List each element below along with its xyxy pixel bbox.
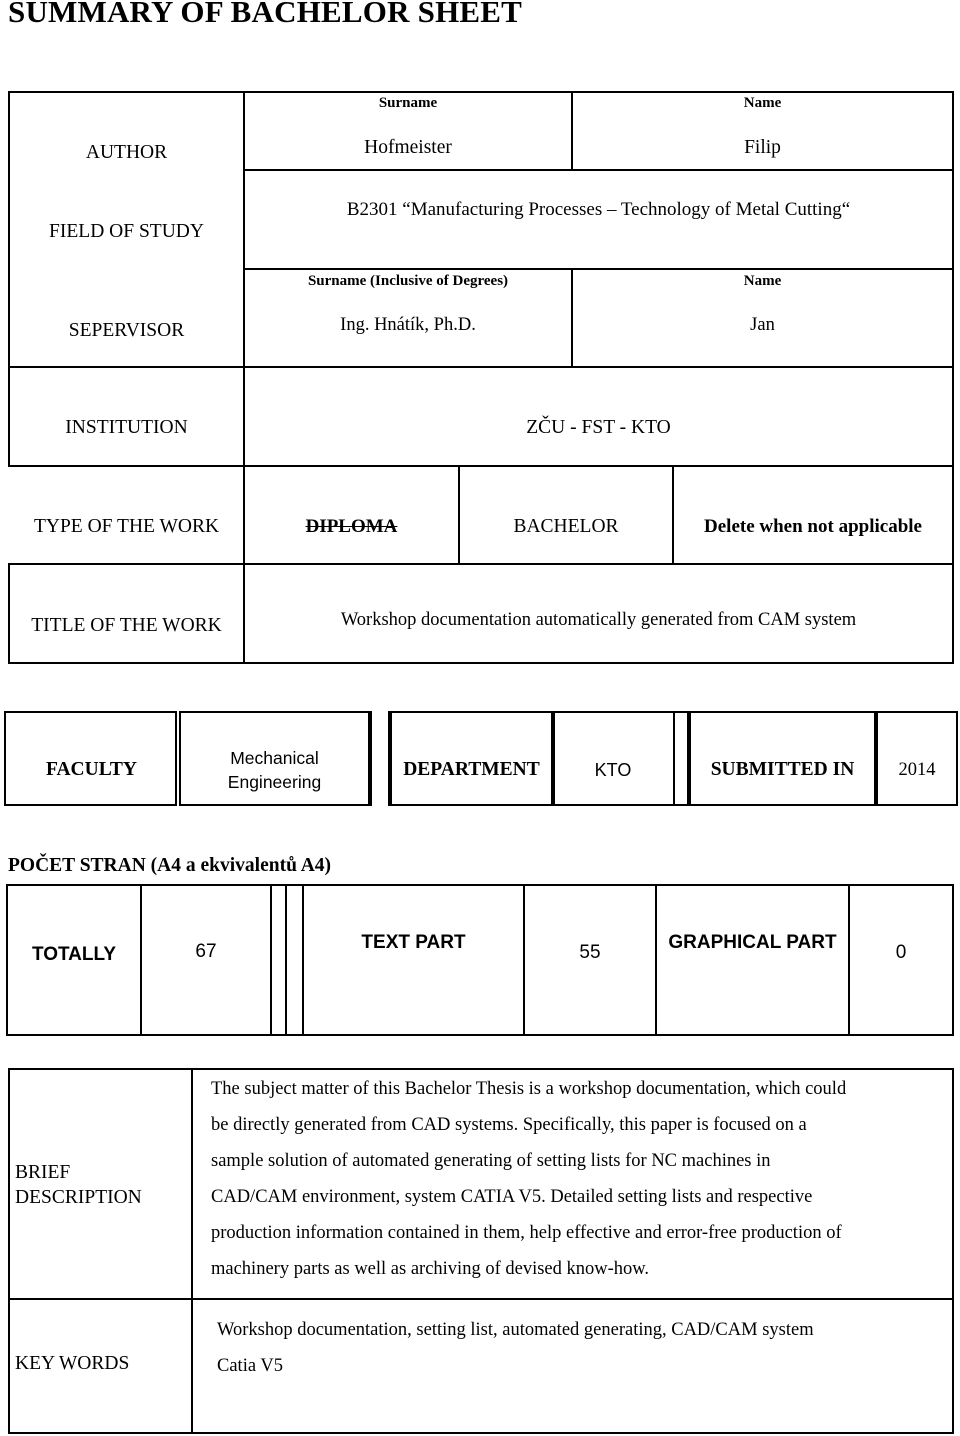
- key-words-label: KEY WORDS: [15, 1353, 130, 1374]
- totally-value: 67: [195, 941, 217, 962]
- author-name: Filip: [744, 137, 781, 158]
- description-line: production information contained in them, help effective and error-free production of: [211, 1223, 842, 1243]
- faculty-value-line2: Engineering: [227, 772, 322, 792]
- description-line: be directly generated from CAD systems. Specifically, this paper is focused on a: [211, 1115, 807, 1135]
- key-words-text: [217, 1312, 947, 1384]
- description-line: sample solution of automated generating of setting lists for NC machines in: [211, 1151, 771, 1171]
- author-surname: Hofmeister: [364, 137, 452, 158]
- faculty-value: [181, 745, 368, 795]
- text-part-label: TEXT PART: [361, 932, 466, 953]
- faculty-label: FACULTY: [45, 759, 138, 780]
- key-words-line2: Catia V5: [217, 1356, 283, 1376]
- text-part-value: 55: [579, 942, 601, 963]
- type-option-diploma: DIPLOMA: [305, 516, 398, 537]
- title-of-work-label: TITLE OF THE WORK: [31, 615, 222, 636]
- brief-label-line2: DESCRIPTION: [15, 1187, 142, 1208]
- author-surname-header: Surname: [378, 94, 438, 111]
- totally-label: TOTALLY: [31, 944, 117, 965]
- department-value: KTO: [594, 759, 632, 780]
- graphical-part-label: GRAPHICAL PART: [668, 932, 837, 953]
- department-label: DEPARTMENT: [403, 759, 540, 780]
- page-title: SUMMARY OF BACHELOR SHEET: [8, 0, 523, 29]
- supervisor-surname: Ing. Hnátík, Ph.D.: [340, 314, 476, 335]
- key-words-line1: Workshop documentation, setting list, automated generating, CAD/CAM system: [217, 1320, 814, 1340]
- institution-label: INSTITUTION: [65, 417, 188, 438]
- type-option-bachelor: BACHELOR: [513, 516, 619, 537]
- brief-description-label: [15, 1160, 142, 1210]
- description-line: The subject matter of this Bachelor Thesis is a workshop documentation, which could: [211, 1079, 847, 1099]
- field-of-study-value: B2301 “Manufacturing Processes – Technology of Metal Cutting“: [346, 199, 851, 220]
- supervisor-label: SEPERVISOR: [68, 320, 185, 341]
- submitted-value: 2014: [898, 759, 936, 780]
- description-line: machinery parts as well as archiving of devised know-how.: [211, 1259, 650, 1279]
- type-of-work-label: TYPE OF THE WORK: [33, 516, 220, 537]
- supervisor-name: Jan: [750, 314, 775, 335]
- author-name-header: Name: [743, 94, 782, 111]
- supervisor-name-header: Name: [743, 272, 782, 289]
- brief-label-line1: BRIEF: [15, 1162, 71, 1183]
- field-of-study-label: FIELD OF STUDY: [49, 221, 204, 242]
- institution-value: ZČU - FST - KTO: [526, 417, 671, 438]
- type-note: Delete when not applicable: [704, 516, 922, 537]
- description-line: CAD/CAM environment, system CATIA V5. Detailed setting lists and respective: [211, 1187, 813, 1207]
- supervisor-surname-header: Surname (Inclusive of Degrees): [307, 272, 509, 289]
- faculty-value-line1: Mechanical: [230, 748, 319, 768]
- submitted-label: SUBMITTED IN: [710, 759, 855, 780]
- pages-heading: POČET STRAN (A4 a ekvivalentů A4): [8, 855, 332, 876]
- brief-description-text: [211, 1071, 941, 1287]
- author-label: AUTHOR: [85, 142, 168, 163]
- title-of-work-value: Workshop documentation automatically generated from CAM system: [340, 609, 857, 630]
- graphical-part-value: 0: [895, 942, 907, 963]
